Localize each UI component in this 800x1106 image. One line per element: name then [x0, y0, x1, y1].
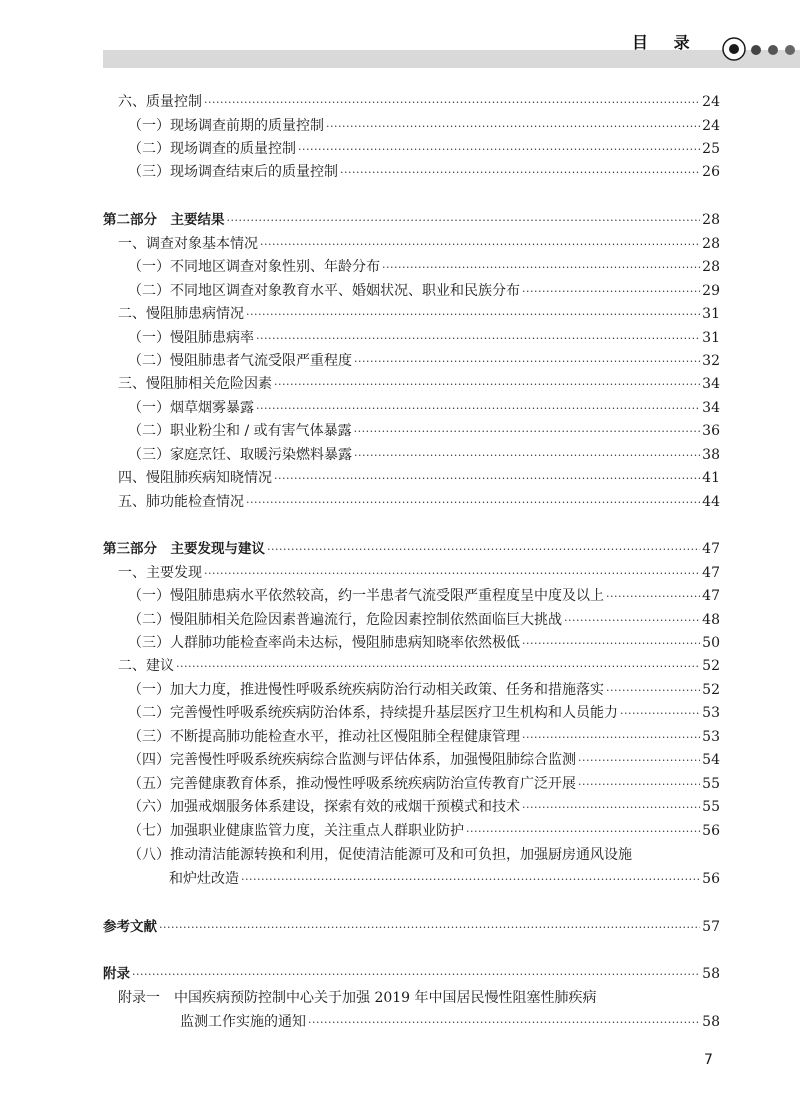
dot-leader [204, 94, 700, 112]
dot-leader [298, 141, 700, 159]
dot-leader [578, 752, 700, 770]
toc-entry[interactable]: （二）完善慢性呼吸系统疾病防治体系，持续提升基层医疗卫生机构和人员能力 ····· 53 [128, 704, 720, 723]
toc-entry[interactable]: （七）加强职业健康监管力度，关注重点人群职业防护 ····· 56 [128, 822, 720, 841]
dot-leader [382, 259, 700, 277]
toc-entry[interactable]: （一）烟草烟雾暴露 ····· 34 [128, 399, 720, 418]
dot-leader [326, 118, 700, 136]
dot-leader [522, 283, 700, 301]
toc-entry[interactable]: 二、建议 ····· 52 [118, 657, 720, 676]
dot-leader [274, 376, 700, 394]
toc-entry[interactable]: 一、主要发现 ····· 47 [118, 564, 720, 583]
toc-entry[interactable]: （一）不同地区调查对象性别、年龄分布 ····· 28 [128, 258, 720, 277]
toc-entry[interactable]: 四、慢阻肺疾病知晓情况 ····· 41 [118, 469, 720, 488]
toc-entry[interactable]: （二）慢阻肺患者气流受限严重程度 ····· 32 [128, 352, 720, 371]
toc-part-heading[interactable]: 参考文献 ····· 57 [103, 918, 720, 937]
toc-entry[interactable]: 监测工作实施的通知 ····· 58 [180, 1013, 720, 1032]
dot-leader [256, 330, 700, 348]
toc-entry[interactable]: （二）慢阻肺相关危险因素普遍流行，危险因素控制依然面临巨大挑战 ····· 48 [128, 611, 720, 630]
page-number: 7 [704, 1052, 713, 1068]
dot-leader [466, 823, 700, 841]
header-title: 目 录 [632, 33, 700, 52]
toc-entry[interactable]: （一）慢阻肺患病率 ····· 31 [128, 329, 720, 348]
dot-leader [522, 635, 700, 653]
toc-part-heading[interactable]: 第三部分 主要发现与建议 ····· 47 [103, 540, 720, 559]
dot-leader [267, 541, 700, 559]
dot-leader [246, 306, 700, 324]
dot-leader [578, 776, 700, 794]
dot-leader [354, 353, 700, 371]
toc-entry[interactable]: 三、慢阻肺相关危险因素 ····· 34 [118, 375, 720, 394]
dot-leader [246, 494, 700, 512]
dot-leader [227, 212, 701, 230]
dot-leader [260, 236, 700, 254]
toc-entry[interactable]: 和炉灶改造 ····· 56 [169, 870, 720, 889]
toc-entry[interactable]: （一）慢阻肺患病水平依然较高，约一半患者气流受限严重程度呈中度及以上 ····· 47 [128, 587, 720, 606]
dot-leader [274, 470, 700, 488]
toc-entry[interactable]: （三）家庭烹饪、取暖污染燃料暴露 ····· 38 [128, 446, 720, 465]
toc-entry[interactable]: （三）人群肺功能检查率尚未达标，慢阻肺患病知晓率依然极低 ····· 50 [128, 634, 720, 653]
dot-leader [176, 658, 700, 676]
dot-leader [354, 447, 700, 465]
toc-entry[interactable]: 一、调查对象基本情况 ····· 28 [118, 235, 720, 254]
toc-entry[interactable]: （一）加大力度，推进慢性呼吸系统疾病防治行动相关政策、任务和措施落实 ····· 52 [128, 681, 720, 700]
dot-leader [159, 919, 700, 937]
dot-leader [606, 682, 700, 700]
toc-entry[interactable]: （五）完善健康教育体系，推动慢性呼吸系统疾病防治宣传教育广泛开展 ····· 55 [128, 775, 720, 794]
dot-leader [620, 705, 700, 723]
toc-entry[interactable]: 二、慢阻肺患病情况 ····· 31 [118, 305, 720, 324]
toc-entry[interactable]: （二）职业粉尘和 / 或有害气体暴露 ····· 36 [128, 422, 720, 441]
toc-entry[interactable]: （三）不断提高肺功能检查水平，推动社区慢阻肺全程健康管理 ····· 53 [128, 728, 720, 747]
toc-entry-line1[interactable]: 附录一 中国疾病预防控制中心关于加强 2019 年中国居民慢性阻塞性肺疾病 [118, 990, 597, 1006]
dot-leader [354, 423, 701, 441]
toc-entry[interactable]: （一）现场调查前期的质量控制 ····· 24 [128, 117, 720, 136]
dot-leader [340, 164, 700, 182]
toc-entry[interactable]: （六）加强戒烟服务体系建设，探索有效的戒烟干预模式和技术 ····· 55 [128, 798, 720, 817]
toc-entry[interactable]: 六、质量控制 ····· 24 [118, 93, 720, 112]
dot-leader [522, 799, 700, 817]
dot-leader [256, 400, 700, 418]
dot-leader [241, 871, 700, 889]
toc-entry[interactable]: （三）现场调查结束后的质量控制 ····· 26 [128, 163, 720, 182]
dot-leader [564, 612, 700, 630]
toc-part-heading[interactable]: 附录 ····· 58 [103, 965, 720, 984]
dot-leader [132, 966, 700, 984]
dot-leader [204, 565, 700, 583]
toc-entry[interactable]: （二）现场调查的质量控制 ····· 25 [128, 140, 720, 159]
toc-part-heading[interactable]: 第二部分 主要结果 ····· 28 [103, 211, 720, 230]
toc-entry[interactable]: （二）不同地区调查对象教育水平、婚姻状况、职业和民族分布 ····· 29 [128, 282, 720, 301]
dot-leader [522, 729, 700, 747]
toc-entry-line1[interactable]: （八）推动清洁能源转换和利用，促使清洁能源可及和可负担，加强厨房通风设施 [128, 847, 632, 863]
toc-entry[interactable]: 五、肺功能检查情况 ····· 44 [118, 493, 720, 512]
dot-leader [308, 1014, 700, 1032]
toc-entry[interactable]: （四）完善慢性呼吸系统疾病综合监测与评估体系，加强慢阻肺综合监测 ····· 54 [128, 751, 720, 770]
dot-leader [606, 588, 700, 606]
